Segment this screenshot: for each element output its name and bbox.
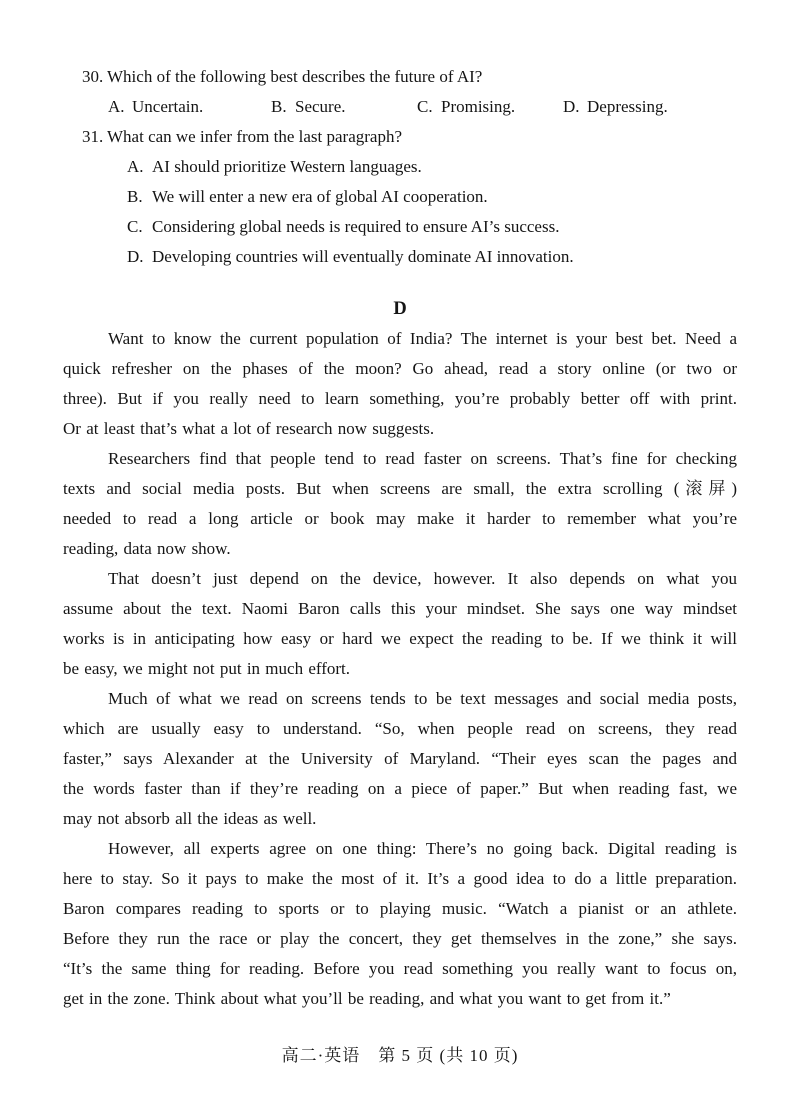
passage-line: Want to know the current population of India? The internet is your best bet. Need a bbox=[108, 329, 737, 348]
option-label: C. bbox=[127, 217, 143, 236]
passage-line: Much of what we read on screens tends to be text messages and social media posts, bbox=[108, 689, 737, 708]
passage-line: “It’s the same thing for reading. Before you read something you really want to focus on, bbox=[63, 959, 737, 978]
option-label: B. bbox=[271, 97, 287, 116]
passage-line: assume about the text. Naomi Baron calls this your mindset. She says one way mindset bbox=[63, 599, 737, 618]
option-text: We will enter a new era of global AI cooperation. bbox=[152, 187, 488, 206]
passage-line: Or at least that’s what a lot of research now suggests. bbox=[63, 419, 435, 438]
passage-line: the words faster than if they’re reading on a piece of paper.” But when reading fast, we bbox=[63, 779, 737, 798]
option-a bbox=[127, 152, 737, 182]
option-text: Secure. bbox=[295, 97, 346, 116]
exam-page-content bbox=[63, 62, 737, 1014]
option-label: A. bbox=[127, 157, 144, 176]
option-text: Uncertain. bbox=[132, 97, 204, 116]
option-a bbox=[108, 92, 271, 122]
question-number: 31. bbox=[82, 127, 104, 146]
option-text: AI should prioritize Western languages. bbox=[152, 157, 422, 176]
passage-line: Before they run the race or play the concert, they get themselves in the zone,” she says. bbox=[63, 929, 737, 948]
option-text: Promising. bbox=[441, 97, 516, 116]
passage-paragraph-1 bbox=[63, 324, 737, 444]
option-label: D. bbox=[127, 247, 144, 266]
option-text: Developing countries will eventually dominate AI innovation. bbox=[152, 247, 574, 266]
passage-line: may not absorb all the ideas as well. bbox=[63, 809, 317, 828]
option-label: B. bbox=[127, 187, 143, 206]
option-b bbox=[271, 92, 417, 122]
option-b bbox=[127, 182, 737, 212]
passage-line: here to stay. So it pays to make the most of it. It’s a good idea to do a little preparation. bbox=[63, 869, 737, 888]
passage-line: faster,” says Alexander at the University of Maryland. “Their eyes scan the pages and bbox=[63, 749, 737, 768]
question-number: 30. bbox=[82, 67, 104, 86]
passage-paragraph-4 bbox=[63, 684, 737, 834]
option-d bbox=[563, 92, 737, 122]
question-text: Which of the following best describes the future of AI? bbox=[107, 67, 483, 86]
option-label: C. bbox=[417, 97, 433, 116]
passage-line: texts and social media posts. But when screens are small, the extra scrolling (滚屏) bbox=[63, 479, 737, 498]
passage-paragraph-3 bbox=[63, 564, 737, 684]
question-30 bbox=[63, 62, 737, 92]
passage-line: Baron compares reading to sports or to playing music. “Watch a pianist or an athlete. bbox=[63, 899, 737, 918]
passage-line: three). But if you really need to learn something, you’re probably better off with print. bbox=[63, 389, 737, 408]
passage-section-label: D bbox=[393, 299, 407, 319]
option-c bbox=[417, 92, 563, 122]
passage-paragraph-2 bbox=[63, 444, 737, 564]
passage-line: get in the zone. Think about what you’ll be reading, and what you want to get from it.” bbox=[63, 989, 671, 1008]
question-30-options bbox=[108, 92, 737, 122]
passage-line: be easy, we might not put in much effort. bbox=[63, 659, 351, 678]
option-label: A. bbox=[108, 97, 125, 116]
passage-line: quick refresher on the phases of the moon? Go ahead, read a story online (or two or bbox=[63, 359, 737, 378]
passage-line: That doesn’t just depend on the device, however. It also depends on what you bbox=[108, 569, 737, 588]
passage-line: Researchers find that people tend to read faster on screens. That’s fine for checking bbox=[108, 449, 737, 468]
passage-line: reading, data now show. bbox=[63, 539, 231, 558]
question-31 bbox=[63, 122, 737, 152]
option-label: D. bbox=[563, 97, 580, 116]
option-c bbox=[127, 212, 737, 242]
option-text: Depressing. bbox=[587, 97, 668, 116]
passage-line: which are usually easy to understand. “So, when people read on screens, they read bbox=[63, 719, 737, 738]
passage-line: However, all experts agree on one thing: There’s no going back. Digital reading is bbox=[108, 839, 737, 858]
passage-line: works is in anticipating how easy or hard we expect the reading to be. If we think it will bbox=[63, 629, 737, 648]
passage-paragraph-5 bbox=[63, 834, 737, 1014]
option-d bbox=[127, 242, 737, 272]
page-footer: 高二·英语 第 5 页 (共 10 页) bbox=[281, 1046, 519, 1065]
question-text: What can we infer from the last paragraph? bbox=[107, 127, 402, 146]
option-text: Considering global needs is required to ensure AI’s success. bbox=[152, 217, 560, 236]
passage-line: needed to read a long article or book may make it harder to remember what you’re bbox=[63, 509, 737, 528]
